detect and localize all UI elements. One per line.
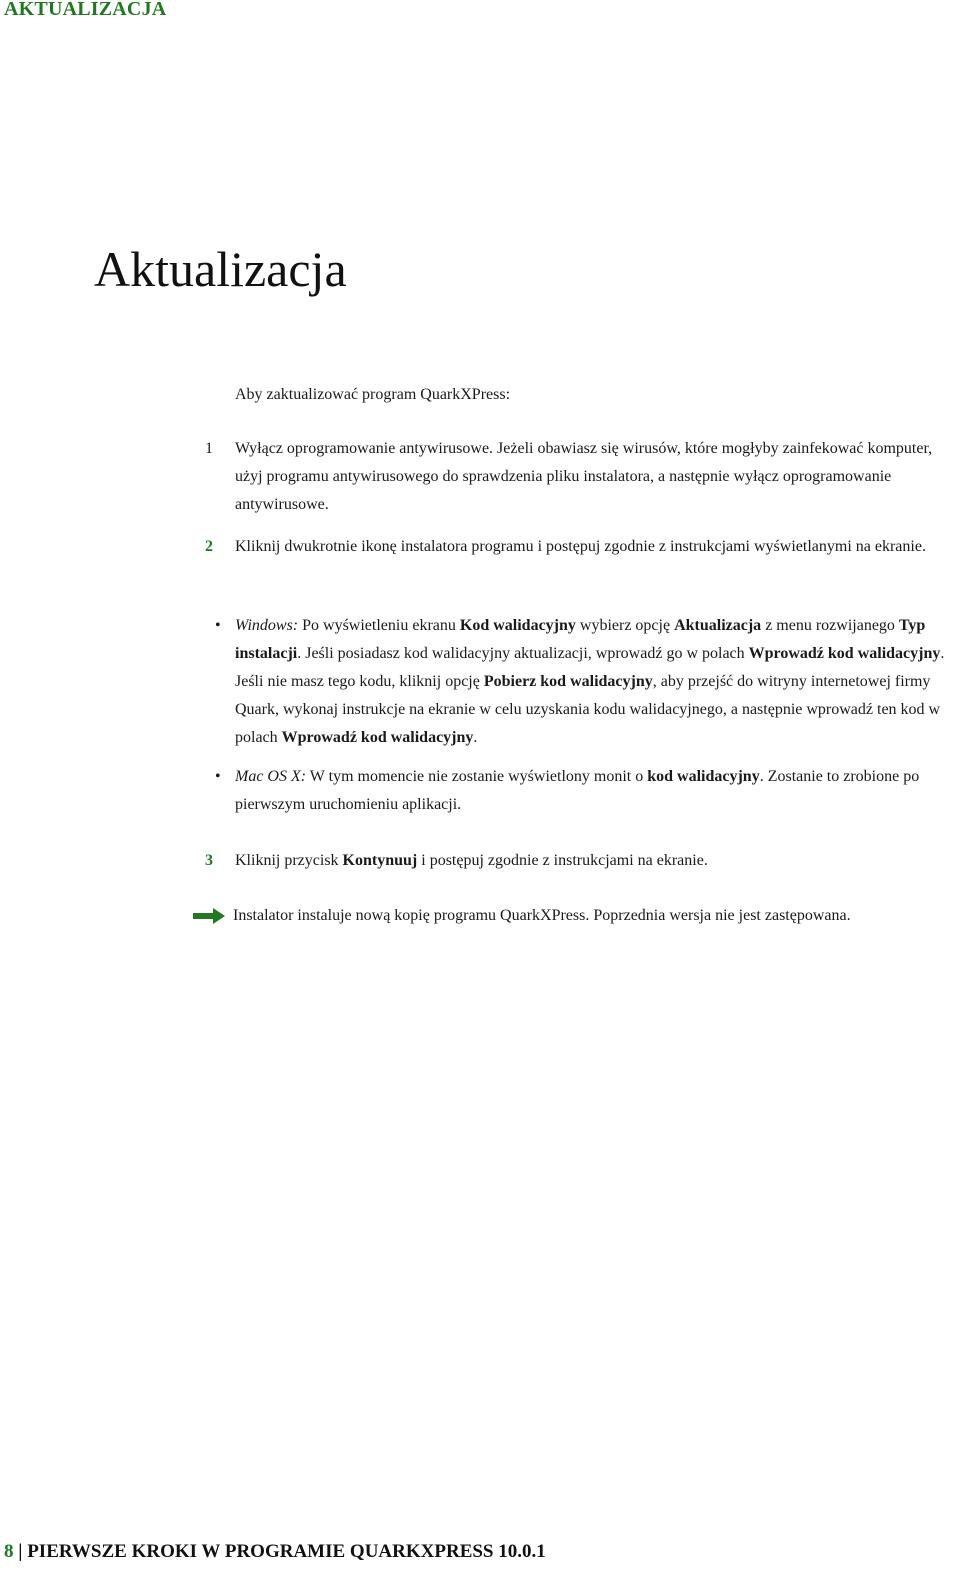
step-3 xyxy=(205,847,950,875)
footer-title: PIERWSZE KROKI W PROGRAMIE QUARKXPRESS 10.0.1 xyxy=(27,1541,546,1562)
page-title: Aktualizacja xyxy=(94,241,347,297)
bullet-text: . Jeśli posiadasz kod walidacyjny aktualizacji, wprowadź go w polach xyxy=(297,645,749,662)
footer-separator: | xyxy=(13,1541,28,1562)
running-header: AKTUALIZACJA xyxy=(4,0,167,20)
note-text: Instalator instaluje nową kopię programu QuarkXPress. Poprzednia wersja nie jest zastępowana. xyxy=(233,907,851,924)
step-text: Kliknij dwukrotnie ikonę instalatora programu i postępuj zgodnie z instrukcjami wyświetlanymi na ekranie. xyxy=(235,538,926,555)
bullet-text: W tym momencie nie zostanie wyświetlony monit o xyxy=(306,768,648,785)
platform-label: Mac OS X: xyxy=(235,768,307,785)
bullet-text: wybierz opcję xyxy=(575,617,675,634)
bullet-text: . Zostanie to zrobione po pierwszym uruchomieniu aplikacji. xyxy=(235,768,920,813)
arrow-right-icon xyxy=(193,908,225,924)
step-number: 1 xyxy=(205,440,213,457)
bullet-text: . Jeśli nie masz tego kodu, kliknij opcję xyxy=(235,645,945,690)
bullet-text: , aby przejść do witryny internetowej firmy Quark, wykonaj instrukcje na ekranie w celu uzyskania kodu walidacyjnego, a następnie wprowadź ten kod w polach xyxy=(235,673,941,746)
ui-term: Typ instalacji xyxy=(235,617,926,662)
ui-term: Wprowadź kod walidacyjny xyxy=(748,645,941,662)
page-footer xyxy=(4,1541,546,1563)
bullet-windows xyxy=(215,612,950,752)
ui-term: Kod walidacyjny xyxy=(459,617,576,634)
bullet-mac xyxy=(215,763,950,819)
step-1 xyxy=(205,435,950,519)
step-number: 2 xyxy=(205,538,213,555)
ui-term: kod walidacyjny xyxy=(647,768,760,785)
bullet-text: z menu rozwijanego xyxy=(761,617,899,634)
bullet-dot: • xyxy=(215,617,221,634)
step-2 xyxy=(205,533,950,561)
bullet-text: Po wyświetleniu ekranu xyxy=(298,617,460,634)
step-text: Wyłącz oprogramowanie antywirusowe. Jeżeli obawiasz się wirusów, które mogłyby zainfekować komputer, użyj programu antywirusowego do sprawdzenia pliku instalatora, a następnie wyłącz oprogramowanie antywirusowe. xyxy=(235,440,933,513)
ui-term: Kontynuuj xyxy=(342,852,418,869)
platform-label: Windows: xyxy=(235,617,299,634)
page-number: 8 xyxy=(4,1541,14,1562)
step-text: i postępuj zgodnie z instrukcjami na ekranie. xyxy=(417,852,708,869)
bullet-text: . xyxy=(473,729,478,746)
step-text: Kliknij przycisk xyxy=(235,852,343,869)
ui-term: Pobierz kod walidacyjny xyxy=(483,673,653,690)
intro-text: Aby zaktualizować program QuarkXPress: xyxy=(235,386,511,403)
ui-term: Wprowadź kod walidacyjny xyxy=(281,729,474,746)
ui-term: Aktualizacja xyxy=(674,617,762,634)
bullet-dot: • xyxy=(215,768,221,785)
step-number: 3 xyxy=(205,852,213,869)
